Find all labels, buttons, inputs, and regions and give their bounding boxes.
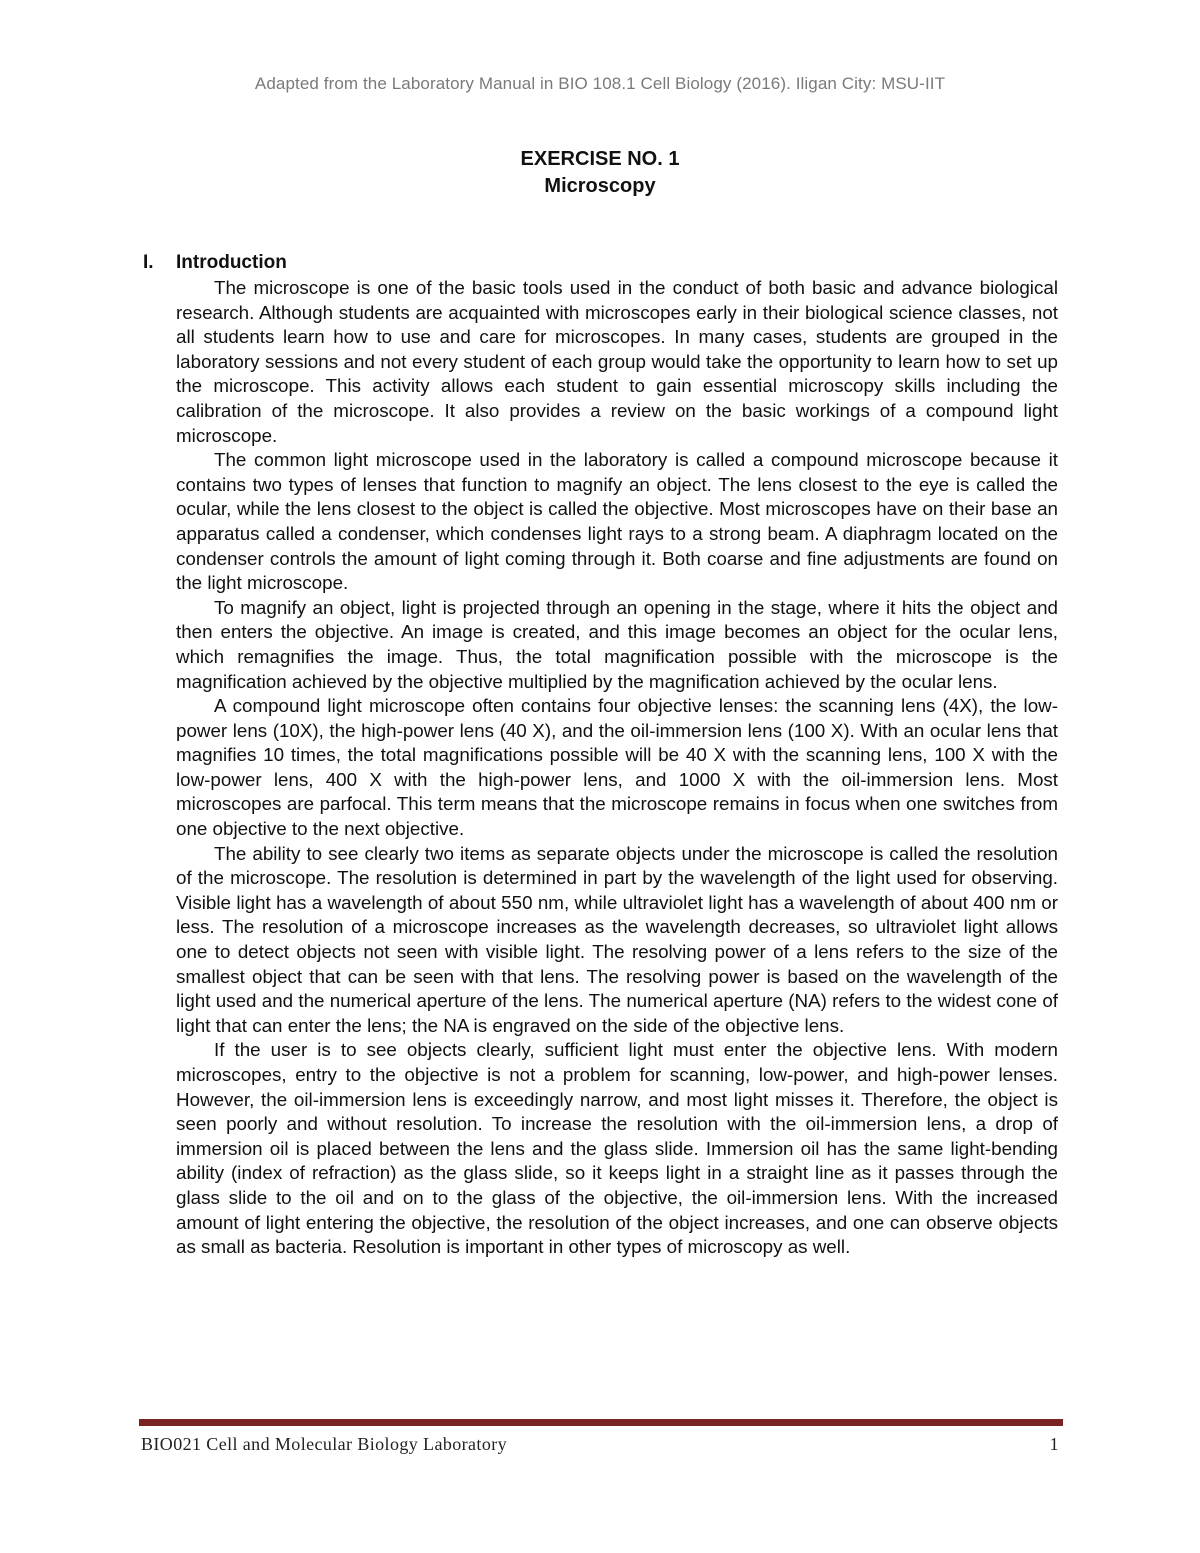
exercise-subtitle: Microscopy — [544, 175, 656, 197]
paragraph: The ability to see clearly two items as separate objects under the microscope is called the resolution of the microscope. The resolution is determined in part by the wavelength of the light used for observing. Visible light has a wavelength of about 550 nm, while ultraviolet light has a wavelength of about 400 nm or less. The resolution of a microscope increases as the wavelength decreases, so ultraviolet light allows one to detect objects not seen with visible light. The resolving power of a lens refers to the size of the smallest object that can be seen with that lens. The resolving power is based on the wavelength of the light used and the numerical aperture of the lens. The numerical aperture (NA) refers to the widest cone of light that can enter the lens; the NA is engraved on the side of the objective lens. — [176, 842, 1058, 1036]
section-number: I. — [143, 252, 154, 273]
section-title: Introduction — [176, 252, 287, 273]
footer-course-title: BIO021 Cell and Molecular Biology Laboratory — [141, 1434, 508, 1454]
paragraph: If the user is to see objects clearly, sufficient light must enter the objective lens. With modern microscopes, entry to the objective is not a problem for scanning, low-power, and high-power lenses. However, the oil-immersion lens is exceedingly narrow, and most light misses it. Therefore, the object is seen poorly and without resolution. To increase the resolution with the oil-immersion lens, a drop of immersion oil is placed between the lens and the glass slide. Immersion oil has the same light-bending ability (index of refraction) as the glass slide, so it keeps light in a straight line as it passes through the glass slide to the oil and on to the glass of the objective, the oil-immersion lens. With the increased amount of light entering the objective, the resolution of the object increases, and one can observe objects as small as bacteria. Resolution is important in other types of microscopy as well. — [176, 1039, 1058, 1258]
title-block — [0, 146, 1200, 200]
source-header: Adapted from the Laboratory Manual in BIO 108.1 Cell Biology (2016). Iligan City: MSU-IIT — [254, 74, 946, 93]
paragraph: A compound light microscope often contains four objective lenses: the scanning lens (4X), the low-power lens (10X), the high-power lens (40 X), and the oil-immersion lens (100 X). With an ocular lens that magnifies 10 times, the total magnifications possible will be 40 X with the scanning lens, 100 X with the low-power lens, 400 X with the high-power lens, and 1000 X with the oil-immersion lens. Most microscopes are parfocal. This term means that the microscope remains in focus when one switches from one objective to the next objective. — [176, 695, 1058, 840]
section-heading — [143, 250, 287, 276]
introduction-body — [176, 276, 1058, 1260]
paragraph: To magnify an object, light is projected through an opening in the stage, where it hits the object and then enters the objective. An image is created, and this image becomes an object for the ocular lens, which remagnifies the image. Thus, the total magnification possible with the microscope is the magnification achieved by the objective multiplied by the magnification achieved by the ocular lens. — [176, 596, 1058, 692]
page-footer — [141, 1434, 1059, 1455]
footer-divider — [139, 1419, 1063, 1426]
paragraph: The microscope is one of the basic tools used in the conduct of both basic and advance biological research. Although students are acquainted with microscopes early in their biological science classes, not all students learn how to use and care for microscopes. In many cases, students are grouped in the laboratory sessions and not every student of each group would take the opportunity to learn how to set up the microscope. This activity allows each student to gain essential microscopy skills including the calibration of the microscope. It also provides a review on the basic workings of a compound light microscope. — [176, 277, 1058, 446]
paragraph: The common light microscope used in the laboratory is called a compound microscope because it contains two types of lenses that function to magnify an object. The lens closest to the eye is called the ocular, while the lens closest to the object is called the objective. Most microscopes have on their base an apparatus called a condenser, which condenses light rays to a strong beam. A diaphragm located on the condenser controls the amount of light coming through it. Both coarse and fine adjustments are found on the light microscope. — [176, 449, 1058, 594]
page-number: 1 — [1049, 1434, 1059, 1454]
exercise-title: EXERCISE NO. 1 — [520, 148, 680, 170]
